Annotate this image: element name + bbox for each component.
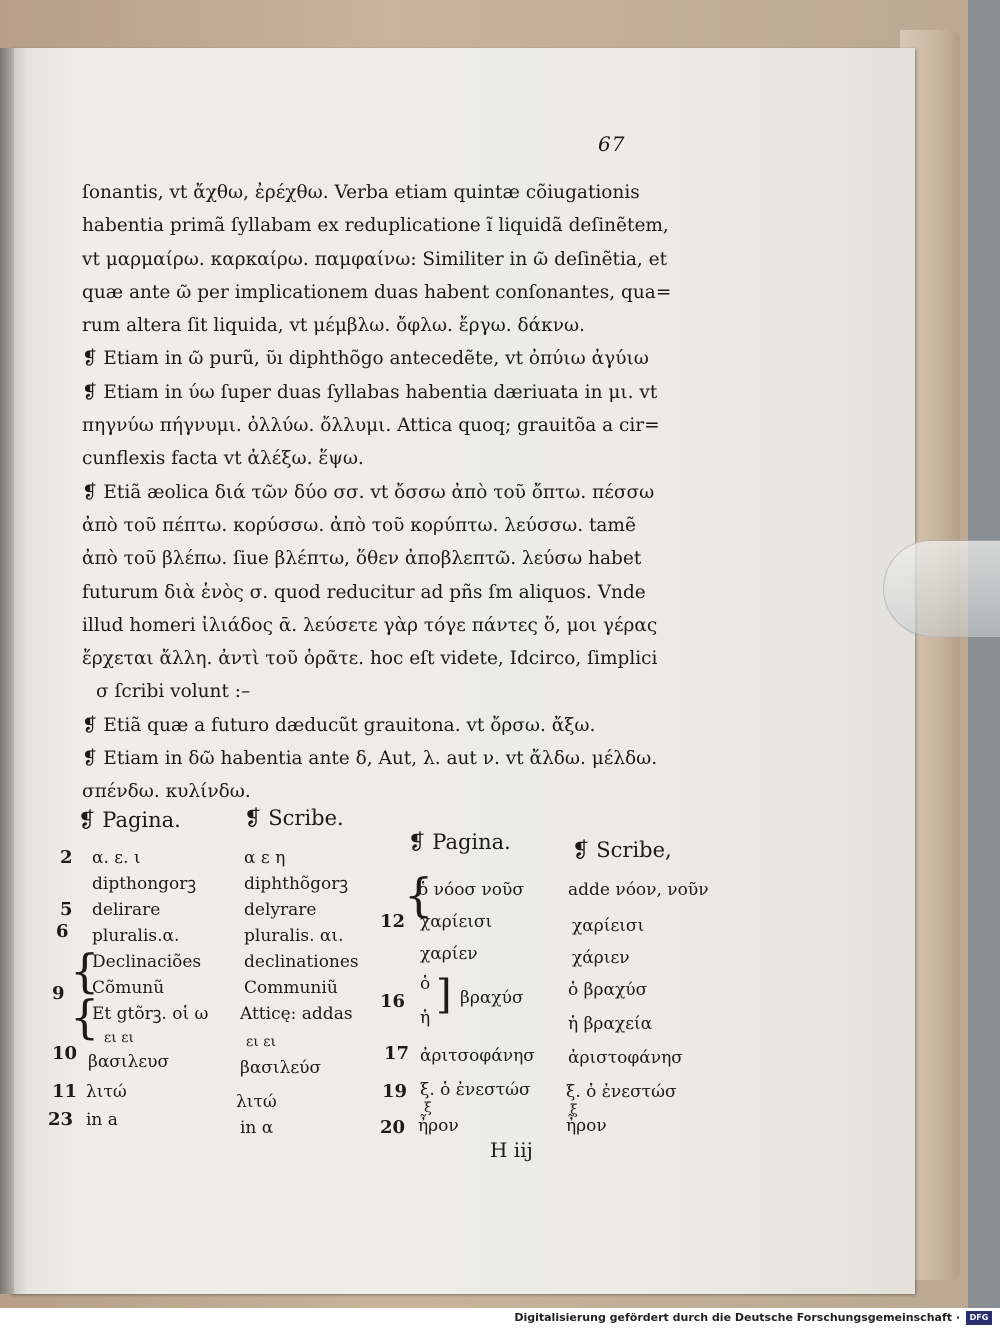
errata-original: βασιλευσ — [88, 1052, 170, 1072]
errata-correction: βασιλεύσ — [240, 1058, 322, 1078]
errata-original: ξ. ὁ ἐνεστώσ — [420, 1080, 531, 1100]
errata-correction: ξ. ὁ ἐνεστώσ — [566, 1082, 677, 1102]
brace-mark: { — [70, 990, 100, 1044]
errata-correction: α ε η — [244, 848, 286, 868]
body-line: habentia primã ſyllabam ex reduplicatione ĩ liquidã deſinẽtem, — [82, 215, 669, 237]
dfg-logo: DFG — [966, 1311, 992, 1325]
errata-correction: ει ει — [246, 1034, 276, 1050]
body-line: ❡ Etiã quæ a futuro dæducũt grauitona. vt ὄρσω. ἄξω. — [82, 714, 596, 736]
body-line: ſonantis, vt ἄχθω, ἐρέχθω. Verba etiam quintæ cõiugationis — [82, 182, 640, 203]
body-line: vt μαρμαίρω. καρκαίρω. παμφαίνω: Similiter in ῶ deſinẽtia, et — [82, 248, 668, 270]
errata-line-number: 16 — [380, 991, 406, 1012]
errata-line-number: 23 — [48, 1109, 74, 1130]
errata-original: pluralis.α. — [92, 926, 180, 946]
brace-mark: { — [70, 944, 100, 998]
errata-line-number: 5 — [60, 899, 73, 920]
errata-correction: declinationes — [244, 952, 359, 972]
errata-original: ἦρον — [418, 1116, 459, 1136]
body-line: σ ſcribi volunt :– — [96, 681, 251, 703]
body-line: πηγνύω πήγνυμι. ὀλλύω. ὄλλυμι. Attica quoq; grauitõa a cir= — [82, 415, 660, 437]
errata-line-number: 20 — [380, 1117, 406, 1138]
errata-line-number: 2 — [60, 847, 73, 868]
bracket-mark: ] — [436, 972, 452, 1018]
body-line: rum altera ſit liquida, vt μέμβλω. ὄφλω. ἔργω. δάκνω. — [82, 315, 585, 337]
errata-original: ἀριτσοφάνησ — [420, 1046, 535, 1066]
body-line: illud homeri ἰλιάδος ᾱ. λεύσετε γὰρ τόγε πάντες ὅ, μοι γέρας — [82, 614, 658, 636]
errata-original: βραχύσ — [460, 988, 524, 1008]
errata-original: ξ — [424, 1100, 432, 1116]
errata-original: ἡ — [420, 1008, 431, 1028]
errata-correction: ἡ βραχεία — [568, 1014, 653, 1034]
footer-bar — [0, 1308, 1000, 1329]
errata-line-number: 6 — [56, 921, 69, 942]
errata-correction: diphthõgorꝫ — [244, 874, 349, 894]
errata-original: Cõmunũ — [92, 978, 165, 998]
body-line: quæ ante ῶ per implicationem duas habent conſonantes, qua= — [82, 281, 672, 303]
errata-heading-scribe: ❡ Scribe, — [572, 838, 672, 862]
errata-line-number: 10 — [52, 1043, 78, 1064]
errata-original: Et gtõrꝫ. οἱ ω — [92, 1004, 209, 1024]
body-line: ἀπὸ τοῦ πέπτω. κορύσσω. ἀπὸ τοῦ κορύπτω. λεύσσω. tamẽ — [82, 514, 636, 536]
errata-correction: ἦρον — [566, 1116, 607, 1136]
body-line: ❡ Etiam in δῶ habentia ante δ, Aut, λ. aut ν. vt ἄλδω. μέλδω. — [82, 748, 658, 770]
body-line: ❡ Etiam in ῶ purũ, ῦı diphthõgo antecedẽte, vt ὀπύιω ἀγύιω — [82, 348, 649, 370]
errata-original: delirare — [92, 900, 161, 920]
errata-line-number: 11 — [52, 1081, 78, 1102]
errata-line-number: 19 — [382, 1081, 408, 1102]
errata-original: χαρίεισι — [420, 912, 493, 932]
footer-credit: Digitalisierung gefördert durch die Deutsche Forschungsgemeinschaft · — [514, 1311, 960, 1324]
errata-original: ει ει — [104, 1030, 134, 1046]
errata-correction: ἀριστοφάνησ — [568, 1048, 683, 1068]
errata-heading-pagina: ❡ Pagina. — [408, 830, 511, 854]
errata-line-number: 17 — [384, 1043, 410, 1064]
body-text — [82, 176, 682, 809]
errata-correction: pluralis. αι. — [244, 926, 344, 946]
errata-original: α. ε. ι — [92, 848, 141, 868]
errata-original: in a — [86, 1110, 118, 1130]
errata-line-number: 9 — [52, 983, 65, 1004]
errata-correction: ξ — [570, 1102, 578, 1118]
body-line: ἀπὸ τοῦ βλέπω. ſiue βλέπτω, ὅθεν ἀποβλεπτῶ. λεύσω habet — [82, 548, 642, 570]
errata-heading-pagina: ❡ Pagina. — [78, 808, 181, 832]
errata-original: dipthongorꝫ — [92, 874, 197, 894]
errata-line-number: 12 — [380, 911, 406, 932]
errata-correction: Communiũ — [244, 978, 338, 998]
errata-correction: χαρίεισι — [572, 916, 645, 936]
errata-correction: Atticę: addas — [240, 1004, 353, 1024]
brace-mark: { — [404, 868, 434, 922]
signature-mark: H iij — [490, 1138, 533, 1162]
body-line: cunflexis facta vt ἀλέξω. ἕψω. — [82, 448, 364, 470]
plastic-clip — [883, 540, 1000, 637]
errata-correction: in α — [240, 1118, 274, 1138]
errata-correction: ὁ βραχύσ — [568, 980, 648, 1000]
errata-correction: delyrare — [244, 900, 317, 920]
errata-correction: λιτώ — [236, 1092, 277, 1112]
errata-original: ὁ νόοσ νοῦσ — [418, 880, 524, 900]
errata-original: λιτώ — [86, 1082, 127, 1102]
body-line: futurum διὰ ἑνὸς σ. quod reducitur ad pñs ſm aliquos. Vnde — [82, 581, 646, 603]
page-folio: 67 — [598, 132, 626, 156]
gutter-shadow — [0, 48, 14, 1294]
errata-original: ὁ — [420, 974, 431, 994]
body-line: ἔρχεται ἄλλη. ἀντὶ τοῦ ὁρᾶτε. hoc eſt videte, Idcirco, ſimplici — [82, 648, 658, 670]
body-line: ❡ Etiam in ύω ſuper duas ſyllabas habentia dæriuata in μι. vt — [82, 381, 658, 403]
body-line: σπένδω. κυλίνδω. — [82, 781, 251, 803]
errata-original: χαρίεν — [420, 944, 478, 964]
errata-correction: adde νόον, νοῦν — [568, 880, 709, 900]
errata-heading-scribe: ❡ Scribe. — [244, 806, 344, 830]
body-line: ❡ Etiã æolica διά τῶν δύο σσ. vt ὄσσω ἀπὸ τοῦ ὄπτω. πέσσω — [82, 481, 655, 503]
errata-correction: χάριεν — [572, 948, 630, 968]
errata-original: Declinaciões — [92, 952, 202, 972]
